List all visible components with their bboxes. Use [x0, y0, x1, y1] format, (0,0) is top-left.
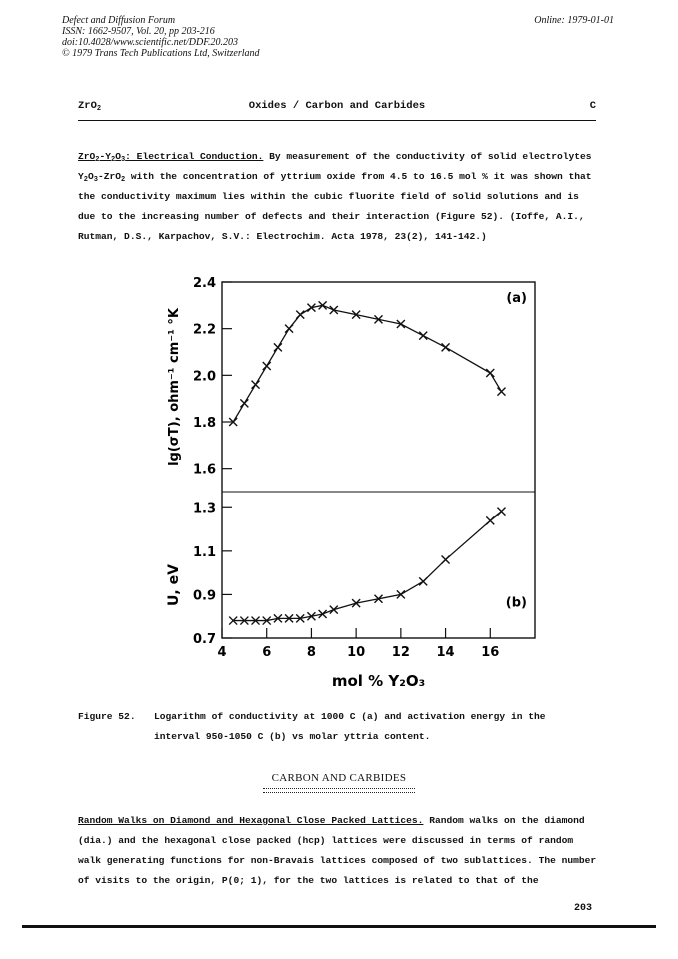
- xtick-label: 10: [347, 645, 366, 660]
- panel-a-y-axis-label: lg(σT), ohm⁻¹ cm⁻¹ °K: [167, 308, 182, 466]
- panel-b-ytick-label: 0.7: [192, 632, 216, 647]
- section-heading-rule: [263, 788, 415, 793]
- running-head-center: Oxides / Carbon and Carbides: [248, 100, 426, 112]
- panel-a-ytick-label: 2.0: [192, 369, 216, 385]
- panel-a-series-line: [233, 305, 501, 422]
- panel-a-data-point: [252, 381, 260, 389]
- panel-a-ytick-label: 2.4: [192, 276, 216, 291]
- xtick-label: 16: [481, 645, 500, 660]
- panel-b-ytick-label: 1.1: [192, 544, 216, 560]
- panel-b-ytick-label: 0.9: [192, 588, 216, 604]
- panel-b-label: (b): [505, 595, 527, 611]
- panel-b-data-point: [486, 516, 494, 524]
- panel-a-conductivity: [193, 276, 505, 478]
- panel-b-y-axis-label: U, eV: [166, 564, 182, 606]
- footer-rule: [22, 925, 656, 928]
- panel-b-data-point: [442, 556, 450, 564]
- panel-a-ytick-label: 1.8: [192, 416, 216, 431]
- running-head: [78, 100, 596, 116]
- xtick-label: 4: [217, 645, 227, 660]
- figure-52-chart: [150, 270, 550, 695]
- panel-b-data-point: [497, 508, 505, 516]
- panel-b-series-line: [233, 512, 501, 621]
- xtick-label: 14: [436, 645, 455, 660]
- running-head-right: C: [589, 100, 596, 112]
- panel-a-data-point: [263, 362, 271, 370]
- section-heading: CARBON AND CARBIDES: [271, 772, 407, 784]
- panel-a-data-point: [296, 311, 304, 319]
- caption-label: Figure 52.: [78, 711, 136, 722]
- xtick-label: 8: [306, 645, 316, 660]
- panel-a-ytick-label: 1.6: [192, 462, 216, 478]
- panel-a-data-point: [497, 388, 505, 396]
- panel-a-data-point: [240, 399, 248, 407]
- publication-meta: [62, 15, 260, 59]
- panel-b-data-point: [330, 606, 338, 614]
- paragraph-title: $ZrO_2-Y_2O_3$: Electrical Conduction.: [78, 151, 264, 164]
- running-head-left: ZrO$_2$: [78, 100, 102, 113]
- panel-a-data-point: [486, 369, 494, 377]
- plot-border: [222, 282, 535, 638]
- panel-b-data-point: [419, 577, 427, 585]
- panel-b-ytick-label: 1.3: [192, 501, 216, 517]
- issn-line: ISSN: 1662-9507, Vol. 20, pp 203-216: [62, 26, 215, 37]
- paragraph2-title: Random Walks on Diamond and Hexagonal Close Packed Lattices.: [78, 815, 424, 826]
- axes-labels: [166, 291, 527, 690]
- panel-a-data-point: [419, 332, 427, 340]
- paragraph-zro2-conduction: $ZrO_2-Y_2O_3$: Electrical Conduction. By measurement of the conductivity of solid electrolytes $Y_2O_3-ZrO_2$ with the concentration of yttrium oxide from 4.5 to 16.5 mol % it was shown that the conductivity maximum lies within the cubic fluorite field of solid solutions and is due to the increasing number of defects and their interaction (Figure 52). (Ioffe, A.I., Rutman, D.S., Karpachov, S.V.: Electrochim. Acta 1978, 23(2), 141-142.): [78, 151, 592, 242]
- panel-a-data-point: [274, 343, 282, 351]
- panel-a-ytick-label: 2.2: [192, 322, 216, 338]
- xtick-label: 12: [391, 645, 410, 660]
- page-number: 203: [573, 903, 592, 914]
- paragraph-random-walks: Random Walks on Diamond and Hexagonal Close Packed Lattices. Random walks on the diamond (dia.) and the hexagonal close packed (hcp) lattices were discussed in terms of random walk generating functions for non-Bravais lattices composed of two sublattices. The number of visits to the origin, P(0; 1), for the two lattices is related to that of the: [78, 815, 597, 886]
- chart-frame: [222, 282, 535, 638]
- x-axis-label: mol % Y₂O₃: [331, 672, 426, 690]
- journal-name: Defect and Diffusion Forum: [62, 15, 176, 26]
- xtick-label: 6: [262, 645, 272, 660]
- copyright-line: © 1979 Trans Tech Publications Ltd, Switzerland: [62, 48, 260, 59]
- header-rule: [78, 120, 596, 121]
- panel-a-label: (a): [506, 291, 527, 306]
- doi-line[interactable]: doi:10.4028/www.scientific.net/DDF.20.203: [62, 37, 239, 48]
- online-date: Online: 1979-01-01: [534, 15, 614, 26]
- panel-a-data-point: [442, 343, 450, 351]
- panel-b-activation-energy: [193, 501, 505, 647]
- caption-text: Logarithm of conductivity at 1000 C (a) and activation energy in the interval 950-1050 C (b) vs molar yttria content.: [154, 711, 546, 742]
- panel-a-data-point: [285, 325, 293, 333]
